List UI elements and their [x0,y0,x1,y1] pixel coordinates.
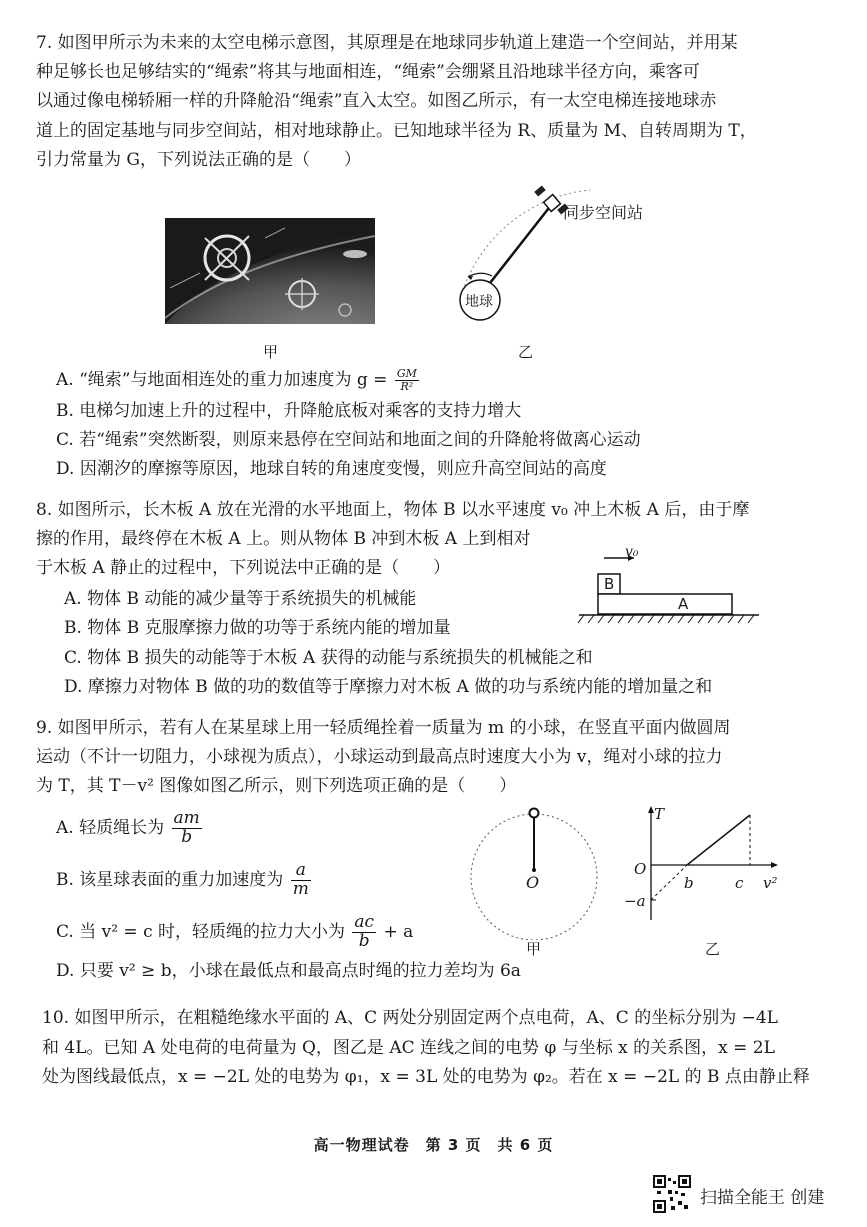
q7-option-c: C. 若“绳索”突然断裂，则原来悬停在空间站和地面之间的升降舱将做离心运动 [56,430,641,450]
page-footer: 高一物理试卷 第 3 页 共 6 页 [313,1136,554,1154]
q9-option-c-numerator: ac [354,912,375,932]
diagram-caption-yi: 乙 [518,343,534,361]
q9-line-2: 运动（不计一切阻力，小球视为质点），小球运动到最高点时速度大小为 v，绳对小球的拉力 [36,747,723,767]
label-b: b [684,874,694,892]
photo-caption-jia: 甲 [263,343,279,361]
q9-option-a [56,810,204,847]
q7-option-a-denominator: R² [400,380,414,393]
ball [530,809,539,818]
q9-option-c-fraction [352,914,376,951]
label-block-b: B [604,575,615,593]
q9-option-c [56,914,413,951]
q7-option-d: D. 因潮汐的摩擦等原因，地球自转的角速度变慢，则应升高空间站的高度 [56,459,607,479]
qr-code-icon [653,1175,691,1213]
label-origin-o: O [634,860,647,878]
q7-line-3: 以通过像电梯轿厢一样的升降舱沿“绳索”直入太空。如图乙所示，有一太空电梯连接地球赤 [36,91,717,111]
graph-line [687,815,750,865]
graph-extension [651,865,687,900]
q7-line-4: 道上的固定基地与同步空间站，相对地球静止。已知地球半径为 R、质量为 M、自转周期为 T， [36,121,757,141]
label-v0: v₀ [625,544,639,560]
q7-line-5: 引力常量为 G，下列说法正确的是（ ） [36,150,361,170]
label-negative-a: −a [624,892,646,910]
q8-option-a: A. 物体 B 动能的减少量等于系统损失的机械能 [64,589,417,609]
t-v2-graph [625,800,795,930]
q9-line-3: 为 T，其 T－v² 图像如图乙所示，则下列选项正确的是（ ） [36,776,517,796]
label-center-o: O [526,873,540,892]
graph-caption-yi: 乙 [705,940,721,958]
q10-line-3: 处为图线最低点，x = −2L 处的电势为 φ₁，x = 3L 处的电势为 φ₂。若在 x = −2L 的 B 点由静止释 [42,1067,810,1087]
q7-line-2: 种足够长也足够结实的“绳索”将其与地面相连，“绳索”会绷紧且沿地球半径方向，乘客可 [36,62,700,82]
q9-option-a-denominator: b [181,826,193,847]
q9-option-b [56,862,313,899]
label-c: c [735,874,744,892]
label-board-a: A [678,595,689,613]
space-elevator-photo [165,218,375,324]
circle-caption-jia: 甲 [526,940,542,958]
q9-line-1: 9. 如图甲所示，若有人在某星球上用一轻质绳拴着一质量为 m 的小球，在竖直平面内做圆周 [36,718,731,738]
q7-option-a-text: A. “绳索”与地面相连处的重力加速度为 g = [56,370,388,390]
label-t: T [654,805,665,823]
board-a [598,594,732,614]
q8-line-3: 于木板 A 静止的过程中，下列说法中正确的是（ ） [36,558,451,578]
q8-option-c: C. 物体 B 损失的动能等于木板 A 获得的动能与系统损失的机械能之和 [64,648,593,668]
q9-option-a-fraction [172,810,202,847]
q8-line-2: 擦的作用，最终停在木板 A 上。则从物体 B 冲到木板 A 上到相对 [36,529,531,549]
q8-line-1: 8. 如图所示，长木板 A 放在光滑的水平地面上，物体 B 以水平速度 v₀ 冲上木板 A 后，由于摩 [36,500,750,520]
q8-option-d: D. 摩擦力对物体 B 做的功的数值等于摩擦力对木板 A 做的功与系统内能的增加量之和 [64,677,713,697]
q7-option-b: B. 电梯匀加速上升的过程中，升降舱底板对乘客的支持力增大 [56,401,522,421]
q9-option-c-suffix: + a [383,921,414,942]
q9-option-b-fraction [291,862,311,899]
q9-option-d: D. 只要 v² ≥ b，小球在最低点和最高点时绳的拉力差均为 6a [56,961,521,981]
scanner-watermark: 扫描全能王 创建 [700,1188,825,1208]
q10-line-2: 和 4L。已知 A 处电荷的电荷量为 Q，图乙是 AC 连线之间的电势 φ 与坐标 x 的关系图，x = 2L [42,1038,775,1058]
q10-line-1: 10. 如图甲所示，在粗糙绝缘水平面的 A、C 两处分别固定两个点电荷，A、C 的坐标分别为 −4L [42,1008,778,1028]
q7-option-a [56,367,421,393]
q7-line-1: 7. 如图甲所示为未来的太空电梯示意图，其原理是在地球同步轨道上建造一个空间站，并用某 [36,33,738,53]
label-earth: 地球 [465,294,493,310]
station-icon [544,195,561,212]
q9-option-c-text: C. 当 v² = c 时，轻质绳的拉力大小为 [56,921,346,942]
q9-option-b-denominator: m [292,878,309,899]
q7-option-a-fraction [395,368,419,392]
q8-option-b: B. 物体 B 克服摩擦力做的功等于系统内能的增加量 [64,618,451,638]
label-sync-station: 同步空间站 [563,203,644,222]
board-block-diagram [574,544,764,626]
q9-option-b-text: B. 该星球表面的重力加速度为 [56,869,284,890]
label-v-squared: v² [763,874,778,892]
q9-option-a-numerator: am [173,808,200,828]
q9-option-a-text: A. 轻质绳长为 [56,817,165,838]
q9-option-b-numerator: a [291,862,311,881]
q7-option-a-numerator: GM [396,367,417,381]
q9-option-c-denominator: b [358,930,370,951]
